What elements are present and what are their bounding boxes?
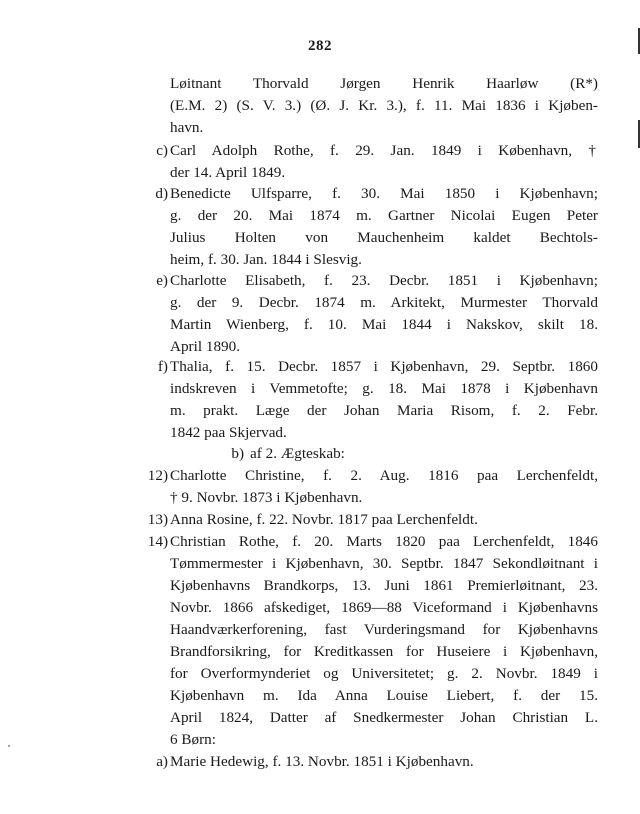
entry-line: Carl Adolph Rothe, f. 29. Jan. 1849 i København, † xyxy=(170,142,596,159)
entry-line: 6 Børn: xyxy=(170,731,216,748)
entry-label: a) xyxy=(156,753,168,770)
entry-line: Charlotte Christine, f. 2. Aug. 1816 paa Lerchenfeldt, xyxy=(170,467,598,484)
entry-line: Christian Rothe, f. 20. Marts 1820 paa Lerchenfeldt, 1846 xyxy=(170,533,598,550)
entry-label: d) xyxy=(155,185,168,202)
entry-line: Thalia, f. 15. Decbr. 1857 i Kjøbenhavn, 29. Septbr. 1860 xyxy=(170,358,598,375)
entry-label: e) xyxy=(156,272,168,289)
entry-line: Anna Rosine, f. 22. Novbr. 1817 paa Lerchenfeldt. xyxy=(170,511,478,528)
entry-line: g. der 20. Mai 1874 m. Gartner Nicolai Eugen Peter xyxy=(170,207,598,224)
entry-label: b) xyxy=(231,445,244,462)
entry-line: heim, f. 30. Jan. 1844 i Slesvig. xyxy=(170,251,362,268)
entry-line: Løitnant Thorvald Jørgen Henrik Haarløw (R*) xyxy=(170,75,598,92)
entry-line: Benedicte Ulfsparre, f. 30. Mai 1850 i Kjøbenhavn; xyxy=(170,185,598,202)
entry-label: f) xyxy=(157,358,168,375)
entry-line: 1842 paa Skjervad. xyxy=(170,424,287,441)
entry-line: Kjøbenhavns Brandkorps, 13. Juni 1861 Premierløitnant, 23. xyxy=(170,577,598,594)
entry-line: for Overformynderiet og Universitetet; g. 2. Novbr. 1849 i xyxy=(170,665,598,682)
entry-label: 13) xyxy=(147,511,168,528)
entry-line: Tømmermester i Kjøbenhavn, 30. Septbr. 1847 Sekondløitnant i xyxy=(170,555,598,572)
entry-line: Haandværkerforening, fast Vurderingsmand for Kjøbenhavns xyxy=(170,621,598,638)
entry-line: indskreven i Vemmetofte; g. 18. Mai 1878 i Kjøbenhavn xyxy=(170,380,598,397)
entry-line: Brandforsikring, for Kreditkassen for Huseiere i Kjøbenhavn, xyxy=(170,643,598,660)
entry-line: af 2. Ægteskab: xyxy=(250,445,345,462)
entry-label: 14) xyxy=(147,533,168,550)
entry-line: g. der 9. Decbr. 1874 m. Arkitekt, Murmester Thorvald xyxy=(170,294,598,311)
entry-line: April 1824, Datter af Snedkermester Johan Christian L. xyxy=(170,709,598,726)
entry-line: Novbr. 1866 afskediget, 1869—88 Viceformand i Kjøbenhavns xyxy=(170,599,598,616)
entry-label: 12) xyxy=(147,467,168,484)
entry-line: † 9. Novbr. 1873 i Kjøbenhavn. xyxy=(170,489,363,506)
entry-line: m. prakt. Læge der Johan Maria Risom, f. 2. Febr. xyxy=(170,402,598,419)
entry-line: Kjøbenhavn m. Ida Anna Louise Liebert, f. der 15. xyxy=(170,687,598,704)
scan-speck xyxy=(8,745,10,747)
entry-line: April 1890. xyxy=(170,338,241,355)
entry-line: (E.M. 2) (S. V. 3.) (Ø. J. Kr. 3.), f. 11. Mai 1836 i Kjøben- xyxy=(170,97,598,114)
entry-line: Marie Hedewig, f. 13. Novbr. 1851 i Kjøbenhavn. xyxy=(170,753,474,770)
entry-label: c) xyxy=(156,142,168,159)
entry-line: Charlotte Elisabeth, f. 23. Decbr. 1851 i Kjøbenhavn; xyxy=(170,272,598,289)
entry-line: Martin Wienberg, f. 10. Mai 1844 i Nakskov, skilt 18. xyxy=(170,316,598,333)
entry-line: Julius Holten von Mauchenheim kaldet Bechtols- xyxy=(170,229,598,246)
page-number: 282 xyxy=(308,38,332,54)
entry-line: havn. xyxy=(170,119,204,136)
entry-line: der 14. April 1849. xyxy=(170,164,286,181)
